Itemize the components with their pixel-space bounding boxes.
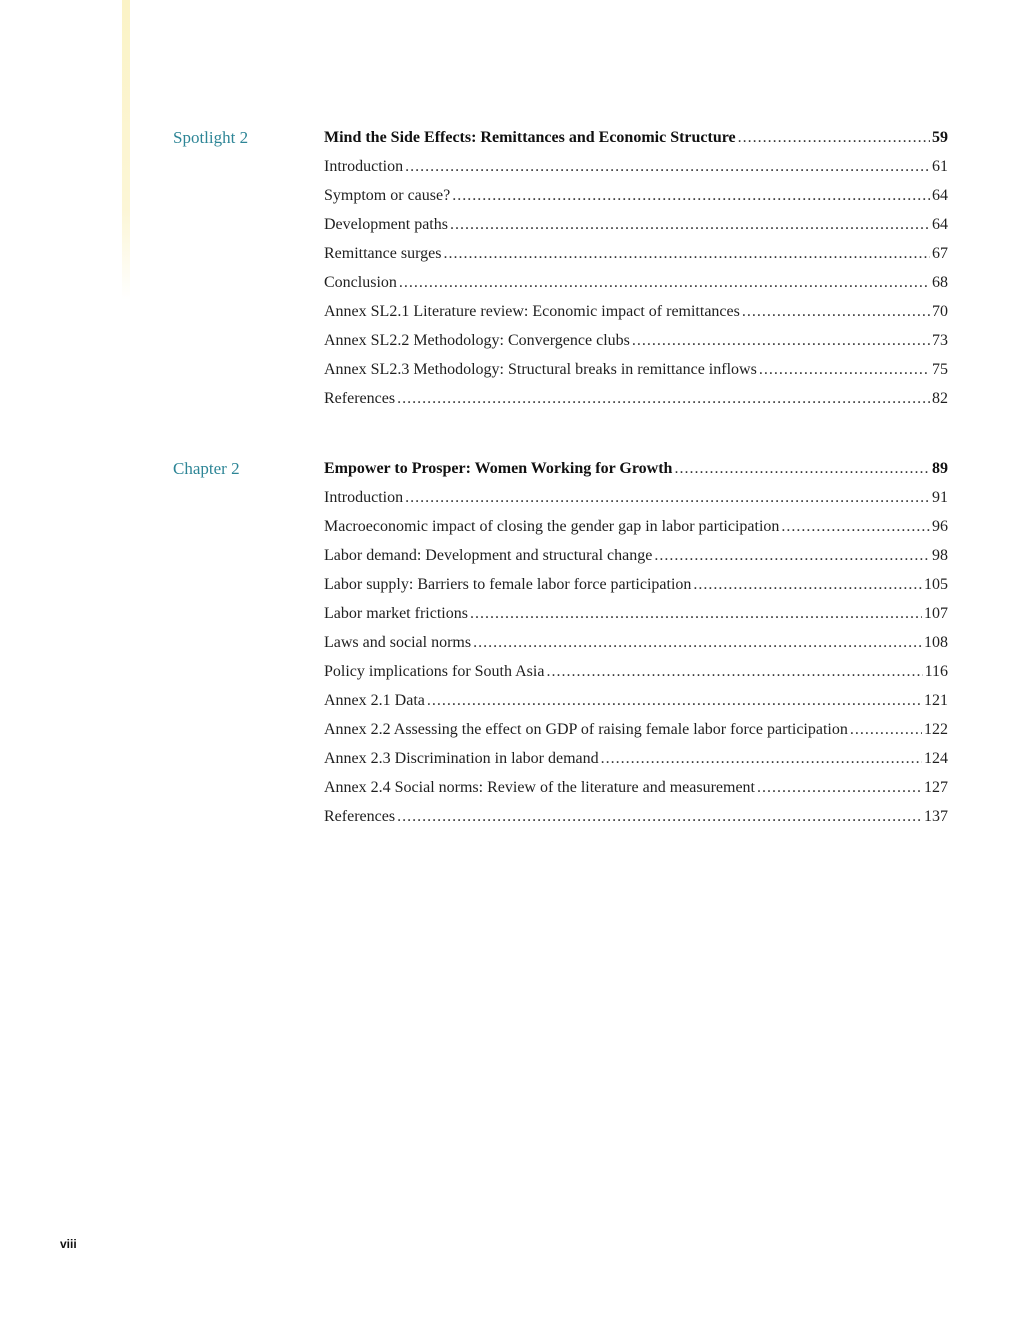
dot-leader [452, 181, 930, 210]
dot-leader [693, 570, 922, 599]
entry-title: Policy implications for South Asia [324, 663, 545, 680]
dot-leader [405, 483, 930, 512]
entry-title: Empower to Prosper: Women Working for Growth [324, 460, 673, 477]
dot-leader [738, 123, 930, 152]
entry-page-number: 91 [932, 489, 948, 506]
entry-title: Annex SL2.3 Methodology: Structural breaks in remittance inflows [324, 361, 757, 378]
entry-title: Symptom or cause? [324, 187, 451, 204]
dot-leader [757, 773, 922, 802]
margin-accent-bar [122, 0, 130, 300]
dot-leader [632, 326, 930, 355]
dot-leader [674, 454, 930, 483]
dot-leader [427, 686, 922, 715]
entry-page-number: 121 [924, 692, 948, 709]
dot-leader [601, 744, 922, 773]
dot-leader [405, 152, 930, 181]
toc-entry[interactable] [324, 570, 948, 599]
entry-title: Annex 2.2 Assessing the effect on GDP of raising female labor force participation [324, 721, 848, 738]
entry-title: Annex 2.3 Discrimination in labor demand [324, 750, 599, 767]
entry-title: Mind the Side Effects: Remittances and Economic Structure [324, 129, 736, 146]
entry-title: References [324, 390, 396, 407]
entry-title: Laws and social norms [324, 634, 472, 651]
dot-leader [781, 512, 930, 541]
toc-entry[interactable] [324, 268, 948, 297]
entry-page-number: 61 [932, 158, 948, 175]
entry-page-number: 67 [932, 245, 948, 262]
entry-title: Remittance surges [324, 245, 442, 262]
entry-title: Labor demand: Development and structural change [324, 547, 653, 564]
dot-leader [759, 355, 930, 384]
toc-entry[interactable] [324, 210, 948, 239]
entry-page-number: 116 [924, 663, 948, 680]
entry-page-number: 59 [932, 129, 948, 146]
entry-page-number: 98 [932, 547, 948, 564]
dot-leader [443, 239, 930, 268]
entry-page-number: 68 [932, 274, 948, 291]
toc-entries [324, 123, 948, 413]
entry-page-number: 105 [924, 576, 948, 593]
toc-entry[interactable] [324, 744, 948, 773]
toc-entry[interactable] [324, 628, 948, 657]
dot-leader [850, 715, 922, 744]
dot-leader [742, 297, 930, 326]
entry-page-number: 70 [932, 303, 948, 320]
dot-leader [399, 268, 930, 297]
dot-leader [397, 384, 930, 413]
toc-entry[interactable] [324, 326, 948, 355]
entry-page-number: 75 [932, 361, 948, 378]
entry-title: Labor market frictions [324, 605, 468, 622]
entry-page-number: 64 [932, 187, 948, 204]
entry-page-number: 96 [932, 518, 948, 535]
toc-entry[interactable] [324, 773, 948, 802]
dot-leader [473, 628, 922, 657]
toc-entry[interactable] [324, 512, 948, 541]
dot-leader [654, 541, 930, 570]
toc-entry[interactable] [324, 802, 948, 831]
entry-title: Labor supply: Barriers to female labor force participation [324, 576, 692, 593]
toc-main-entry[interactable] [324, 454, 948, 483]
entry-page-number: 108 [924, 634, 948, 651]
dot-leader [397, 802, 922, 831]
toc-entry[interactable] [324, 297, 948, 326]
entry-title: Annex 2.4 Social norms: Review of the literature and measurement [324, 779, 755, 796]
entry-page-number: 64 [932, 216, 948, 233]
section-label: Spotlight 2 [173, 128, 249, 147]
toc-entry[interactable] [324, 181, 948, 210]
dot-leader [546, 657, 922, 686]
toc-entry[interactable] [324, 715, 948, 744]
entry-title: Development paths [324, 216, 448, 233]
entry-page-number: 124 [924, 750, 948, 767]
entry-page-number: 82 [932, 390, 948, 407]
entry-title: Introduction [324, 158, 404, 175]
entry-title: Annex SL2.1 Literature review: Economic impact of remittances [324, 303, 740, 320]
entry-page-number: 89 [932, 460, 948, 477]
entry-page-number: 73 [932, 332, 948, 349]
entry-title: References [324, 808, 396, 825]
entry-title: Macroeconomic impact of closing the gender gap in labor participation [324, 518, 780, 535]
toc-entry[interactable] [324, 483, 948, 512]
toc-entry[interactable] [324, 599, 948, 628]
toc-entry[interactable] [324, 152, 948, 181]
toc-entry[interactable] [324, 239, 948, 268]
entry-title: Annex SL2.2 Methodology: Convergence clubs [324, 332, 630, 349]
entry-title: Conclusion [324, 274, 397, 291]
toc-entries [324, 454, 948, 831]
toc-entry[interactable] [324, 541, 948, 570]
toc-entry[interactable] [324, 657, 948, 686]
entry-title: Annex 2.1 Data [324, 692, 425, 709]
toc-main-entry[interactable] [324, 123, 948, 152]
dot-leader [470, 599, 922, 628]
entry-page-number: 122 [924, 721, 948, 738]
entry-page-number: 107 [924, 605, 948, 622]
toc-entry[interactable] [324, 355, 948, 384]
entry-page-number: 137 [924, 808, 948, 825]
entry-title: Introduction [324, 489, 404, 506]
section-label: Chapter 2 [173, 459, 240, 478]
toc-entry[interactable] [324, 686, 948, 715]
dot-leader [450, 210, 930, 239]
page-number: viii [60, 1237, 77, 1251]
entry-page-number: 127 [924, 779, 948, 796]
toc-entry[interactable] [324, 384, 948, 413]
